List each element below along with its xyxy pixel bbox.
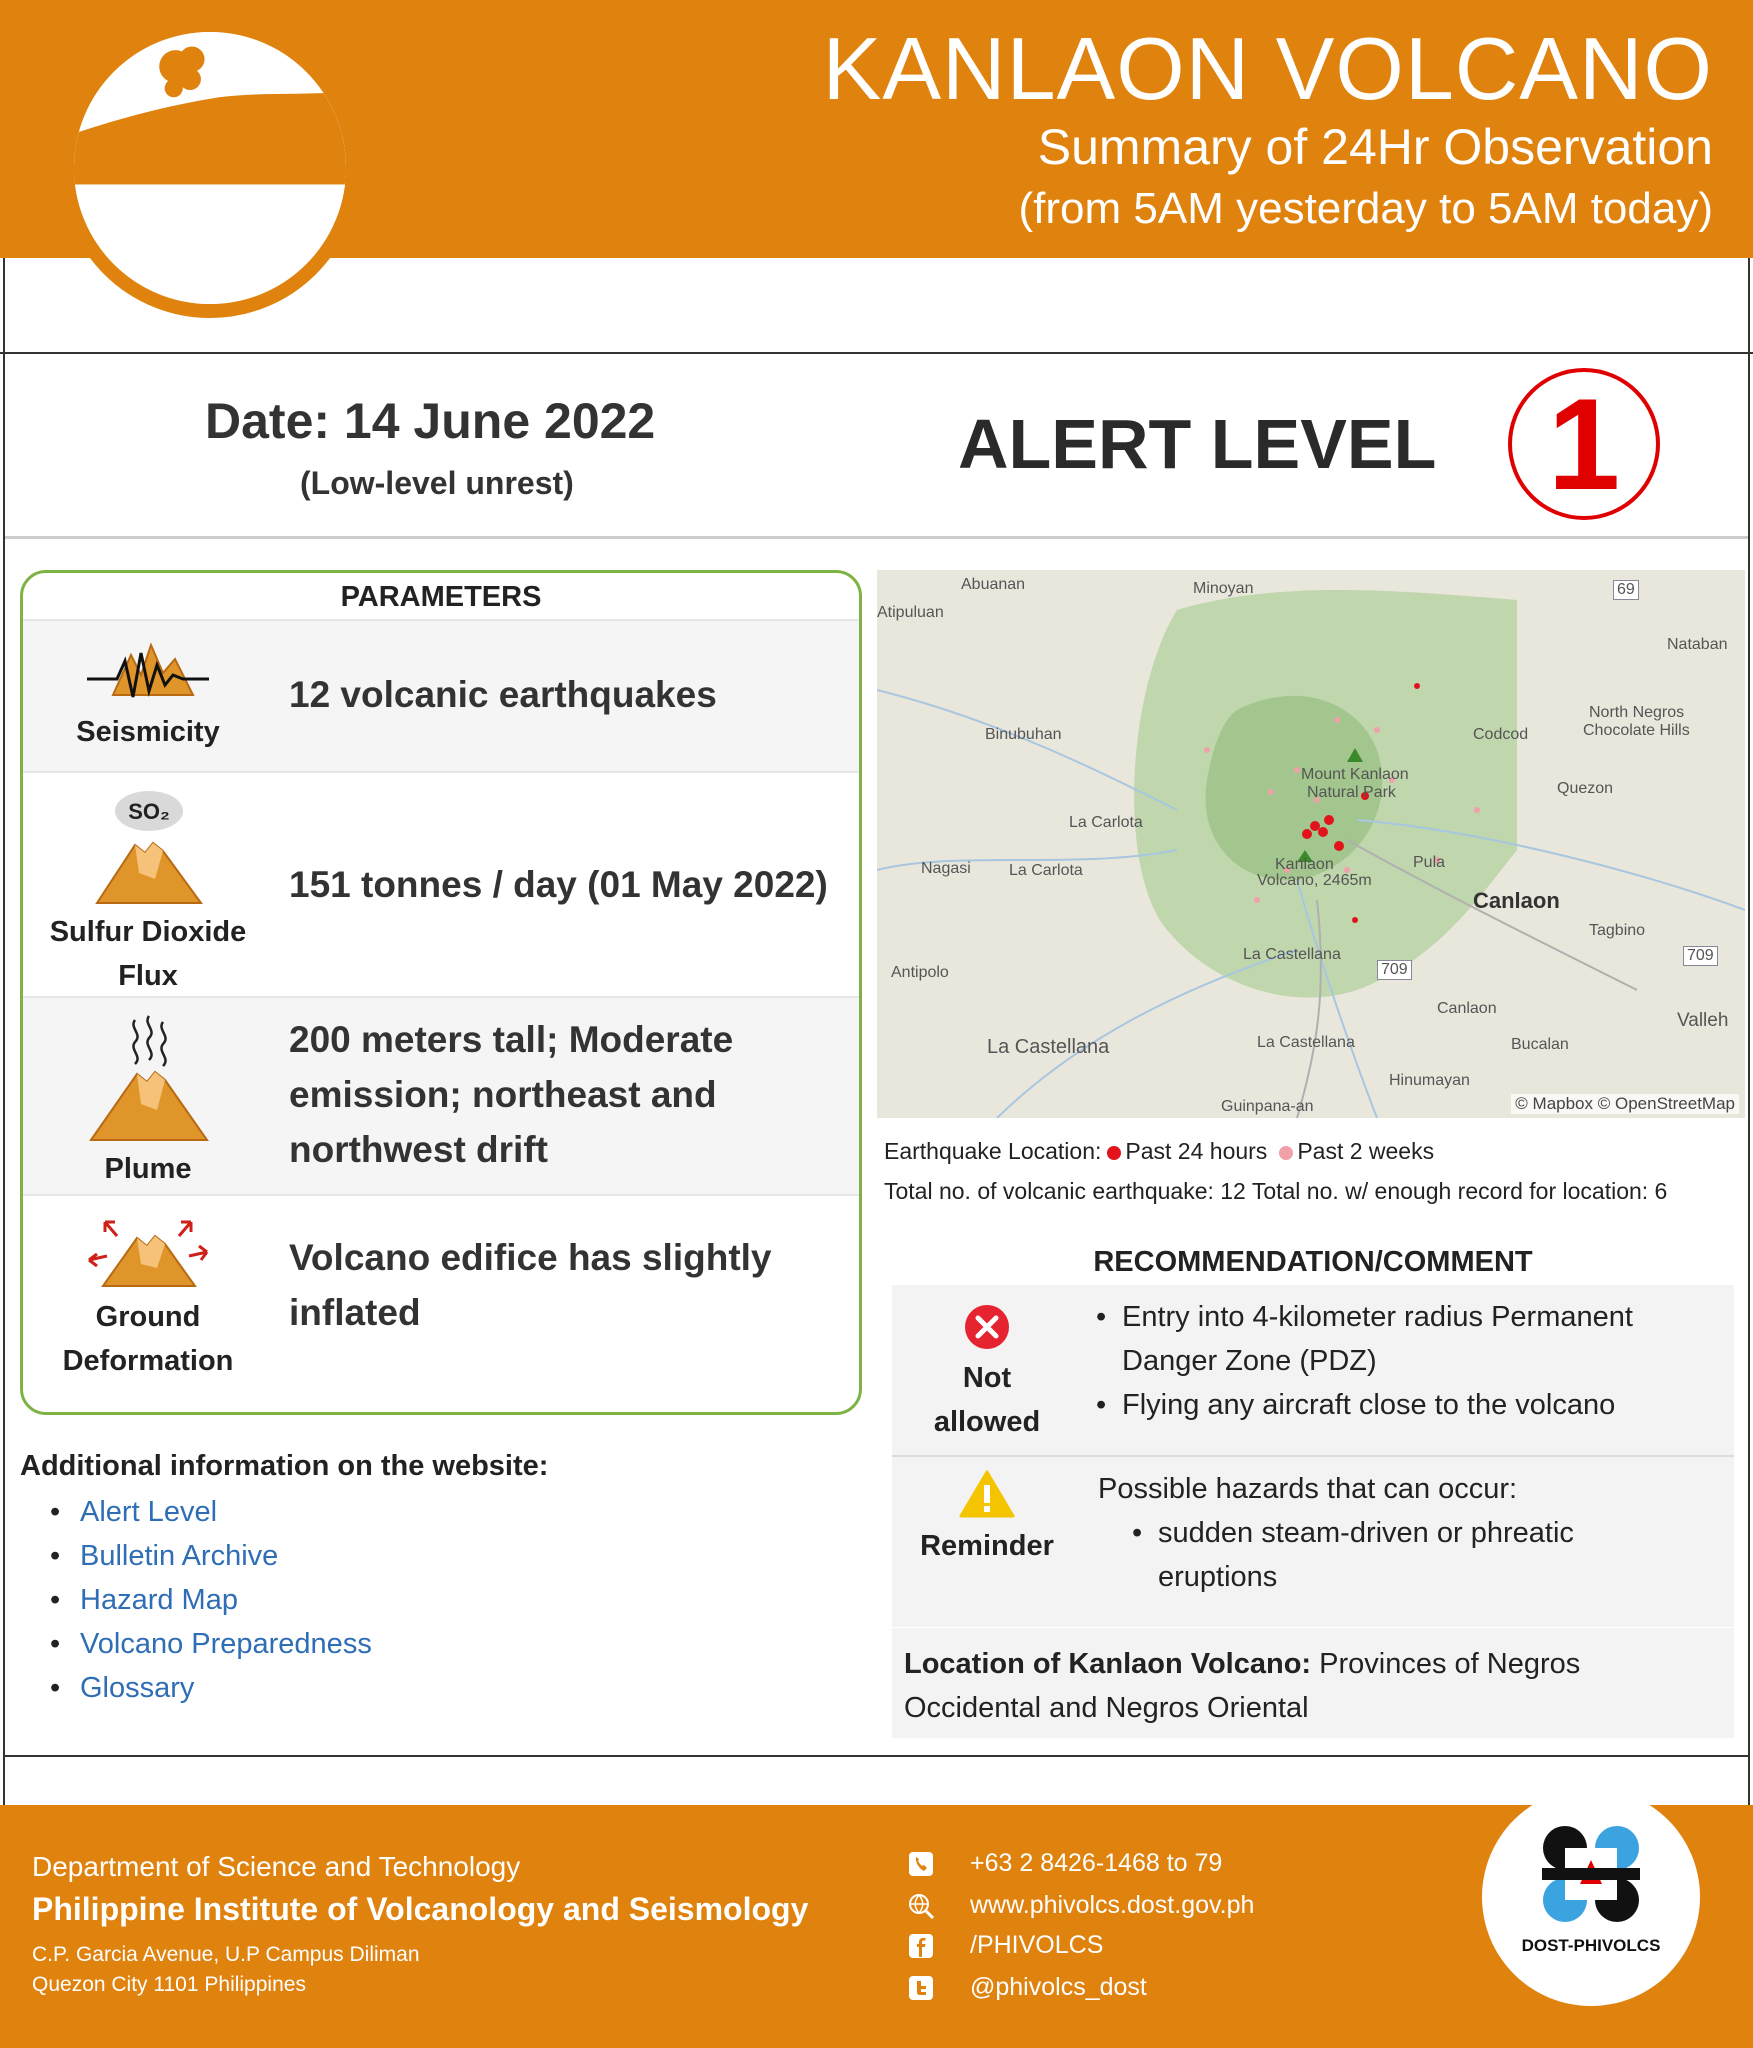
link-alert-level[interactable]: • Alert Level [50, 1490, 372, 1534]
map-place-label: Atipuluan [877, 604, 944, 621]
so2-volcano-icon [83, 789, 213, 905]
twitter-icon [908, 1975, 934, 2001]
map-place-label: Kanlaon [1275, 856, 1334, 873]
parameter-value-block [289, 1230, 849, 1340]
map-road-label: 69 [1613, 580, 1639, 600]
phone-number: +63 2 8426-1468 to 79 [970, 1849, 1223, 1877]
map-place-label: Nataban [1667, 636, 1728, 653]
map-place-label: Tagbino [1589, 922, 1646, 939]
footer-facebook[interactable] [908, 1931, 1103, 1960]
parameter-label-line2: Flux [118, 960, 178, 992]
map-place-label: Natural Park [1307, 784, 1396, 801]
parameters-panel [20, 570, 862, 1415]
not-allowed-item-line2: Danger Zone (PDZ) [1122, 1345, 1377, 1377]
footer-department: Department of Science and Technology [32, 1851, 521, 1882]
link-glossary[interactable]: • Glossary [50, 1666, 372, 1710]
link-hazard-map[interactable]: • Hazard Map [50, 1578, 372, 1622]
footer-twitter[interactable] [908, 1973, 1147, 2002]
footer-address-line1: C.P. Garcia Avenue, U.P Campus Diliman [32, 1943, 420, 1966]
legend-prefix: Earthquake Location: [884, 1138, 1102, 1164]
map-place-label: Pula [1413, 854, 1446, 871]
section-divider [5, 536, 1748, 539]
globe-search-icon [908, 1893, 934, 1919]
not-allowed-label-line2: allowed [933, 1406, 1041, 1438]
map-legend [884, 1138, 1434, 1165]
link-bulletin-archive[interactable]: • Bulletin Archive [50, 1534, 372, 1578]
earthquake-map[interactable] [877, 570, 1745, 1118]
seismicity-icon [83, 635, 213, 705]
parameter-value: 12 volcanic earthquakes [289, 674, 717, 715]
map-place-label: North Negros [1589, 704, 1685, 721]
map-place-label: Quezon [1557, 780, 1614, 797]
legend-dot-2w [1279, 1146, 1293, 1160]
deformation-volcano-icon [83, 1214, 213, 1290]
not-allowed-item [1092, 1295, 1633, 1383]
map-place-label: Canlaon [1437, 1000, 1497, 1017]
legend-dot-24h [1107, 1146, 1121, 1160]
phone-icon [908, 1851, 934, 1877]
map-place-label: Guinpana-an [1221, 1098, 1314, 1115]
parameter-label-line1: Ground [95, 1301, 201, 1333]
map-place-label: Minoyan [1193, 580, 1254, 597]
recommendation-box [892, 1285, 1734, 1627]
so2-icon-text: SO₂ [128, 799, 170, 824]
parameter-value-line1: Volcano edifice has slightly [289, 1237, 772, 1278]
map-place-label: Hinumayan [1389, 1072, 1470, 1089]
observation-period: (from 5AM yesterday to 5AM today) [1018, 184, 1713, 233]
parameter-value-line2: inflated [289, 1292, 421, 1333]
location-value: Provinces of Negros [1311, 1648, 1581, 1680]
map-place-label: La Castellana [1243, 946, 1341, 963]
map-place-label: Mount Kanlaon [1301, 766, 1409, 783]
alert-level-label: ALERT LEVEL [958, 405, 1437, 483]
footer-institute: Philippine Institute of Volcanology and Seismology [32, 1891, 809, 1927]
earthquake-totals: Total no. of volcanic earthquake: 12 Total no. w/ enough record for location: 6 [884, 1178, 1668, 1204]
prohibited-icon [963, 1303, 1011, 1351]
reminder-intro: Possible hazards that can occur: [1098, 1473, 1518, 1505]
dost-phivolcs-logo [1482, 1788, 1700, 2006]
link-volcano-preparedness[interactable]: • Volcano Preparedness [50, 1622, 372, 1666]
website-url: www.phivolcs.dost.gov.ph [970, 1891, 1255, 1919]
alert-level-number: 1 [1547, 371, 1621, 517]
page-title: KANLAON VOLCANO [822, 19, 1713, 118]
recommendation-title: RECOMMENDATION/COMMENT [1093, 1246, 1533, 1278]
parameters-title: PARAMETERS [23, 573, 859, 621]
map-place-label: La Carlota [1009, 862, 1083, 879]
map-place-label: La Castellana [1257, 1034, 1355, 1051]
map-place-label: Chocolate Hills [1583, 722, 1690, 739]
logo-text: DOST-PHIVOLCS [1521, 1936, 1661, 1955]
volcano-logo-icon [74, 32, 346, 304]
map-place-label: Binubuhan [985, 726, 1062, 743]
facebook-icon [908, 1933, 934, 1959]
map-road-label: 709 [1377, 960, 1412, 980]
report-date: Date: 14 June 2022 [205, 393, 656, 449]
map-place-label: Antipolo [891, 964, 949, 981]
parameter-value-line3: northwest drift [289, 1129, 548, 1170]
parameter-value-block [289, 1012, 849, 1177]
reminder-label: Reminder [920, 1530, 1054, 1562]
unrest-description: (Low-level unrest) [300, 465, 574, 501]
parameter-row-seismicity [23, 621, 859, 773]
alert-level-badge [1508, 368, 1660, 520]
parameter-label: Seismicity [76, 716, 220, 748]
phivolcs-logo-icon [1482, 1788, 1700, 2006]
parameter-label-line2: Deformation [62, 1345, 234, 1377]
not-allowed-item-line1: • Entry into 4-kilometer radius Permanent [1122, 1301, 1633, 1333]
map-place-label: Codcod [1473, 726, 1529, 743]
map-place-label: Volcano, 2465m [1257, 872, 1372, 889]
twitter-handle: @phivolcs_dost [970, 1973, 1147, 2001]
reminder-item-line1: • sudden steam-driven or phreatic [1158, 1517, 1574, 1549]
map-place-label: La Carlota [1069, 814, 1143, 831]
footer-website[interactable] [908, 1891, 1254, 1920]
parameter-row-plume [23, 998, 859, 1196]
map-place-label: La Castellana [987, 1036, 1110, 1058]
map-place-label: Nagasi [921, 860, 971, 877]
page-subtitle: Summary of 24Hr Observation [1037, 119, 1713, 175]
parameter-label: Plume [104, 1153, 192, 1185]
not-allowed-item: • Flying any aircraft close to the volcano [1092, 1383, 1633, 1427]
volcano-location [892, 1628, 1734, 1738]
map-credit[interactable]: © Mapbox © OpenStreetMap [1511, 1094, 1739, 1114]
map-place-label: Abuanan [961, 576, 1026, 593]
parameter-value-line2: emission; northeast and [289, 1074, 717, 1115]
footer-divider [3, 1755, 1750, 1757]
reminder-row [892, 1457, 1734, 1627]
parameter-row-deformation [23, 1196, 859, 1411]
map-road-label: 709 [1683, 946, 1718, 966]
map-place-label: Canlaon [1473, 888, 1560, 913]
parameter-value: 151 tonnes / day (01 May 2022) [289, 864, 828, 905]
volcano-logo [60, 18, 360, 318]
parameter-row-so2 [23, 773, 859, 998]
additional-info-links [50, 1490, 372, 1710]
not-allowed-label-line1: Not [962, 1362, 1012, 1394]
reminder-item-line2: eruptions [1158, 1561, 1278, 1593]
reminder-item [1128, 1511, 1574, 1599]
parameter-value-line1: 200 meters tall; Moderate [289, 1019, 734, 1060]
location-label: Location of Kanlaon Volcano: [904, 1648, 1312, 1680]
footer-address-line2: Quezon City 1101 Philippines [32, 1973, 306, 1996]
footer-phone[interactable] [908, 1849, 1222, 1878]
additional-info-title: Additional information on the website: [20, 1450, 549, 1482]
map-place-label: Valleh [1677, 1010, 1729, 1031]
map-place-label: Bucalan [1511, 1036, 1569, 1053]
plume-volcano-icon [83, 1012, 213, 1142]
not-allowed-row [892, 1285, 1734, 1457]
facebook-handle: /PHIVOLCS [970, 1931, 1104, 1959]
location-value-line2: Occidental and Negros Oriental [904, 1692, 1309, 1724]
legend-past-2-weeks: Past 2 weeks [1297, 1138, 1435, 1164]
legend-past-24-hours: Past 24 hours [1125, 1138, 1268, 1164]
parameter-label-line1: Sulfur Dioxide [49, 916, 247, 948]
warning-icon [959, 1469, 1015, 1519]
